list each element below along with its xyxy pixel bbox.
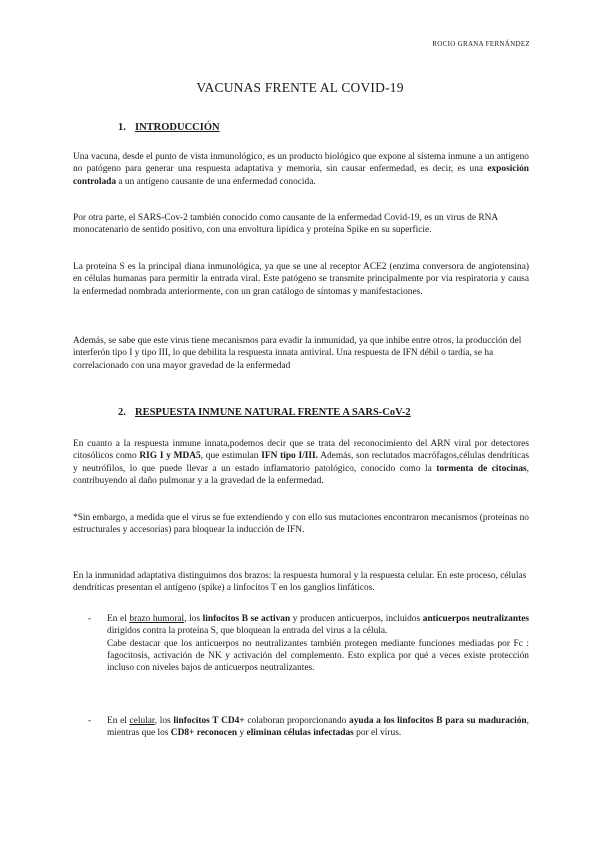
celular-bold-eliminan: eliminan células infectadas	[246, 728, 354, 739]
adaptive-paragraph	[73, 570, 529, 595]
humoral-underline: brazo humoral	[129, 614, 185, 624]
intro-p2-text: Por otra parte, el SARS-Cov-2 también conocido como causante de la enfermedad Covid-19, es un virus de RNA monocatenario de sentido positivo, con una envoltura lipídica y proteína Spike en su superficie.	[73, 213, 498, 236]
celular-text-5: y	[237, 728, 247, 739]
celular-text-3: colaboran proporcionando	[244, 716, 350, 726]
bullet-dash: -	[88, 614, 92, 624]
celular-text-6: por el virus.	[353, 728, 402, 739]
innate-paragraph	[73, 438, 529, 487]
celular-text-4: , mientras que los	[107, 716, 529, 739]
section-2-heading	[118, 407, 411, 418]
humoral-bold-linfocitos-b: linfocitos B se activan	[202, 614, 291, 624]
humoral-text-2: , los	[184, 614, 203, 624]
celular-text-1: En el	[107, 716, 130, 726]
intro-paragraph-1	[73, 151, 529, 188]
celular-bold-cd8: CD8+ reconocen	[170, 728, 238, 739]
intro-p1-bold: exposición controlada	[73, 164, 529, 187]
document-title: VACUNAS FRENTE AL COVID-19	[196, 80, 404, 95]
section-1-number: 1.	[118, 122, 126, 133]
celular-underline: celular	[129, 716, 155, 726]
intro-p3-text: La proteína S es la principal diana inmunológica, ya que se une al receptor ACE2 (enzima conversora de angiotensina) en células humanas para permitir la entrada viral. Este patógeno se transmite principalmente por vía respiratoria y causa la enfermedad nombrada anteriormente, con un gran catálogo de síntomas y manifestaciones.	[73, 262, 529, 297]
ifn-note-text: *Sin embargo, a medida que el virus se fue extendiendo y con ello sus mutaciones encontraron mecanismos (proteínas no estructurales y accesorias) para bloquear la inducción de IFN.	[73, 513, 529, 536]
section-1-title: INTRODUCCIÓN	[135, 122, 220, 133]
list-item-humoral	[88, 613, 529, 674]
innate-bold-rig: RIG I y MDA5	[139, 451, 201, 462]
intro-paragraph-2	[73, 212, 529, 237]
intro-p1-text: Una vacuna, desde el punto de vista inmunológico, es un producto biológico que expone al sistema inmune a un antígeno no patógeno para generar una respuesta adaptativa y memoria, sin causar enfermedad, es decir, es una	[73, 152, 529, 175]
ifn-note-paragraph	[73, 512, 529, 537]
intro-p4-text: Además, se sabe que este virus tiene mecanismos para evadir la inmunidad, ya que inhibe entre otros, la producción del interferón tipo I y tipo III, lo que debilita la respuesta innata antiviral. Una respuesta de IFN débil o tardía, se ha correlacionado con una mayor gravedad de la enfermedad	[73, 336, 522, 371]
section-1-heading	[118, 122, 220, 133]
celular-bold-ayuda: ayuda a los linfocitos B para su maduración	[349, 716, 527, 726]
innate-text-4: , contribuyendo al daño pulmonar y a la gravedad de la enfermedad.	[73, 463, 529, 486]
section-2-number: 2.	[118, 407, 126, 418]
humoral-bold-neutralizantes: anticuerpos neutralizantes	[422, 614, 530, 624]
humoral-text-3: y producen anticuerpos, incluidos	[290, 614, 423, 624]
innate-text-1: En cuanto a la respuesta inmune innata,podemos decir que se trata del reconocimiento del ARN viral por detectores citosólicos como	[73, 439, 529, 462]
adaptive-text: En la inmunidad adaptativa distinguimos dos brazos: la respuesta humoral y la respuesta celular. En este proceso, células dendríticas presentan el antígeno (spike) a linfocitos T en los ganglios linfáticos.	[73, 571, 527, 594]
humoral-fc-text: Cabe destacar que los anticuerpos no neutralizantes también protegen mediante funciones mediadas por Fc : fagocitosis, activación de NK y activación del complemento. Esto explica por qué a veces existe protección incluso con niveles bajos de anticuerpos neutralizantes.	[107, 638, 529, 674]
bullet-dash: -	[88, 716, 92, 726]
author-name: ROCIO GRANA FERNÁNDEZ	[432, 40, 530, 48]
intro-p1-text-end: a un antígeno causante de una enfermedad conocida.	[116, 176, 316, 187]
intro-paragraph-4	[73, 335, 529, 372]
humoral-text-4: dirigidos contra la proteína S, que bloquean la entrada del virus a la célula.	[107, 626, 388, 637]
section-2-title: RESPUESTA INMUNE NATURAL FRENTE A SARS-CoV-2	[135, 407, 411, 418]
list-item-celular	[88, 715, 529, 740]
celular-bold-cd4: linfocitos T CD4+	[173, 716, 245, 726]
innate-text-2: , que estimulan	[200, 451, 262, 462]
innate-text-3: Además, son reclutados macrófagos,células dendríticas y neutrófilos, lo que puede llevar a un estado inflamatorio patológico, conocido como la	[73, 451, 529, 474]
humoral-text-1: En el	[107, 614, 130, 624]
innate-bold-ifn: IFN tipo I/III.	[261, 451, 319, 462]
celular-text-2: , los	[154, 716, 174, 726]
innate-bold-tormenta: tormenta de citocinas	[436, 463, 527, 474]
intro-paragraph-3	[73, 261, 529, 298]
